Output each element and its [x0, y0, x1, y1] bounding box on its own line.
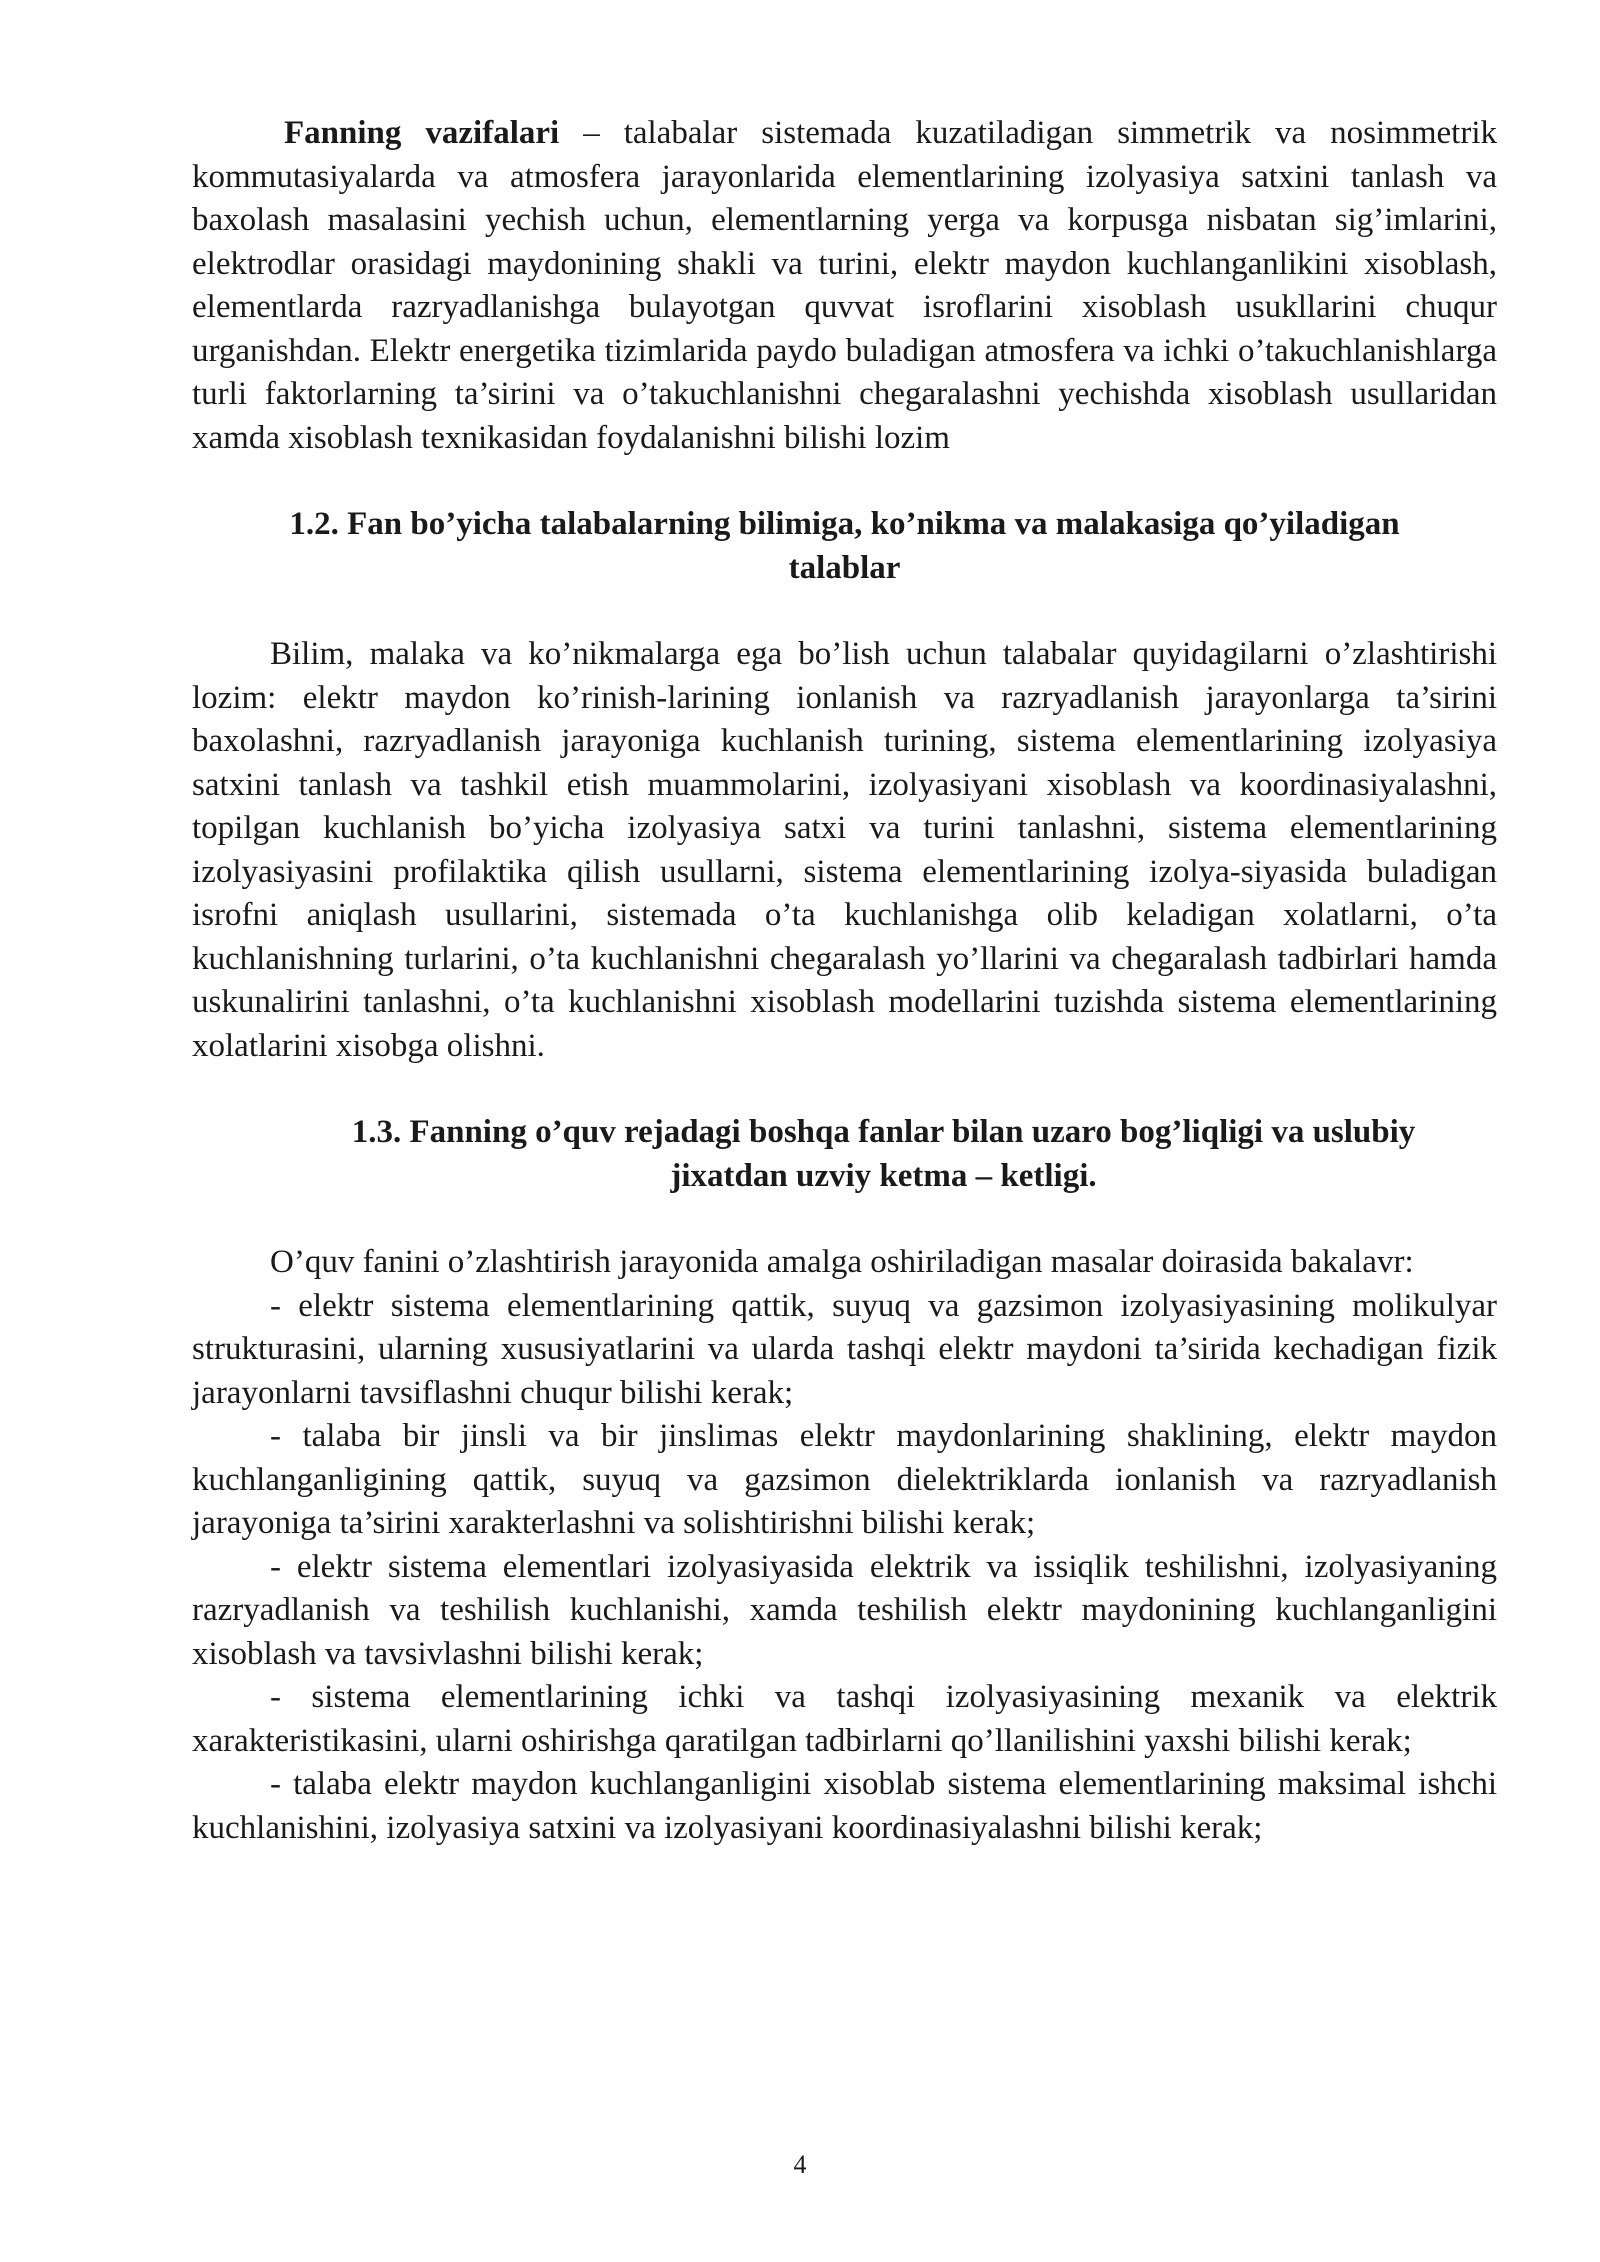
intro-lead-term: Fanning vazifalari — [284, 115, 560, 151]
list-item: - talaba bir jinsli va bir jinslimas elektr maydonlarining shaklining, elektr maydon kuchlanganligining qattik, suyuq va gazsimon dielektriklarda ionlanish va razryadlanish jarayoniga ta’sirini xarakterlashni va solishtirishni bilishi kerak; — [192, 1418, 1497, 1541]
section-1-2-paragraph: Bilim, malaka va ko’nikmalarga ega bo’lish uchun talabalar quyidagilarni o’zlashtirishi lozim: elektr maydon ko’rinish-larining ionlanish va razryadlanish jarayonlarga ta’sirini baxolashni, razryadlanish jarayoniga kuchlanish turining, sistema elementlarining izolyasiya satxini tanlash va tashkil etish muammolarini, izolyasiyani xisoblash va koordinasiyalashni, topilgan kuchlanish bo’yicha izolyasiya satxi va turini tanlashni, sistema elementlarining izolyasiyasini profilaktika qilish usullarni, sistema elementlarining izolya-siyasida buladigan isrofni aniqlash usullarini, sistemada o’ta kuchlanishga olib keladigan xolatlarni, o’ta kuchlanishning turlarini, o’ta kuchlanishni chegaralash yo’llarini va chegaralash tadbirlari hamda uskunalirini tanlashni, o’ta kuchlanishni xisoblash modellarini tuzishda sistema elementlarining xolatlarini xisobga olishni. — [192, 636, 1497, 1064]
page-number: 4 — [793, 2150, 807, 2179]
section-1-2-heading-line1: 1.2. Fan bo’yicha talabalarning bilimiga, ko’nikma va malakasiga qo’yiladigan — [289, 506, 1400, 542]
document-page — [192, 112, 1497, 1850]
section-1-3-heading — [192, 1111, 1497, 1198]
section-1-3-heading-line1: 1.3. Fanning o’quv rejadagi boshqa fanlar bilan uzaro bog’liqligi va uslubiy — [351, 1114, 1416, 1150]
section-1-3-heading-line2: jixatdan uzviy ketma – ketligi. — [670, 1157, 1097, 1194]
list-item: - elektr sistema elementlari izolyasiyasida elektrik va issiqlik teshilishni, izolyasiyaning razryadlanish va teshilish kuchlanishi, xamda teshilish elektr maydonining kuchlanganligini xisoblash va tavsivlashni bilishi kerak; — [192, 1548, 1497, 1672]
section-1-2-heading — [192, 503, 1497, 590]
list-item: - talaba elektr maydon kuchlanganligini xisoblab sistema elementlarining maksimal ishchi kuchlanishini, izolyasiya satxini va izolyasiyani koordinasiyalashni bilishi kerak; — [192, 1766, 1497, 1846]
section-1-2-heading-line2: talablar — [788, 549, 901, 586]
intro-paragraph — [192, 112, 1497, 460]
list-item: - sistema elementlarining ichki va tashqi izolyasiyasining mexanik va elektrik xarakteristikasini, ularni oshirishga qaratilgan tadbirlarni qo’llanilishini yaxshi bilishi kerak; — [192, 1679, 1497, 1759]
section-1-3-intro: O’quv fanini o’zlashtirish jarayonida amalga oshiriladigan masalar doirasida bakalavr: — [270, 1244, 1414, 1280]
intro-text: – talabalar sistemada kuzatiladigan simmetrik va nosimmetrik kommutasiyalarda va atmosfera jarayonlarida elementlarining izolyasiya satxini tanlash va baxolash masalasini yechish uchun, elementlarning yerga va korpusga nisbatan sig’imlarini, elektrodlar orasidagi maydonining shakli va turini, elektr maydon kuchlanganlikini xisoblash, elementlarda razryadlanishga bulayotgan quvvat isroflarini xisoblash usukllarini chuqur urganishdan. Elektr energetika tizimlarida paydo buladigan atmosfera va ichki o’takuchlanishlarga turli faktorlarning ta’sirini va o’takuchlanishni chegaralashni yechishda xisoblash usullaridan xamda xisoblash texnikasidan foydalanishni bilishi lozim — [192, 115, 1497, 456]
list-item: - elektr sistema elementlarining qattik, suyuq va gazsimon izolyasiyasining molikulyar strukturasini, ularning xususiyatlarini va ularda tashqi elektr maydoni ta’sirida kechadigan fizik jarayonlarni tavsiflashni chuqur bilishi kerak; — [192, 1287, 1497, 1411]
